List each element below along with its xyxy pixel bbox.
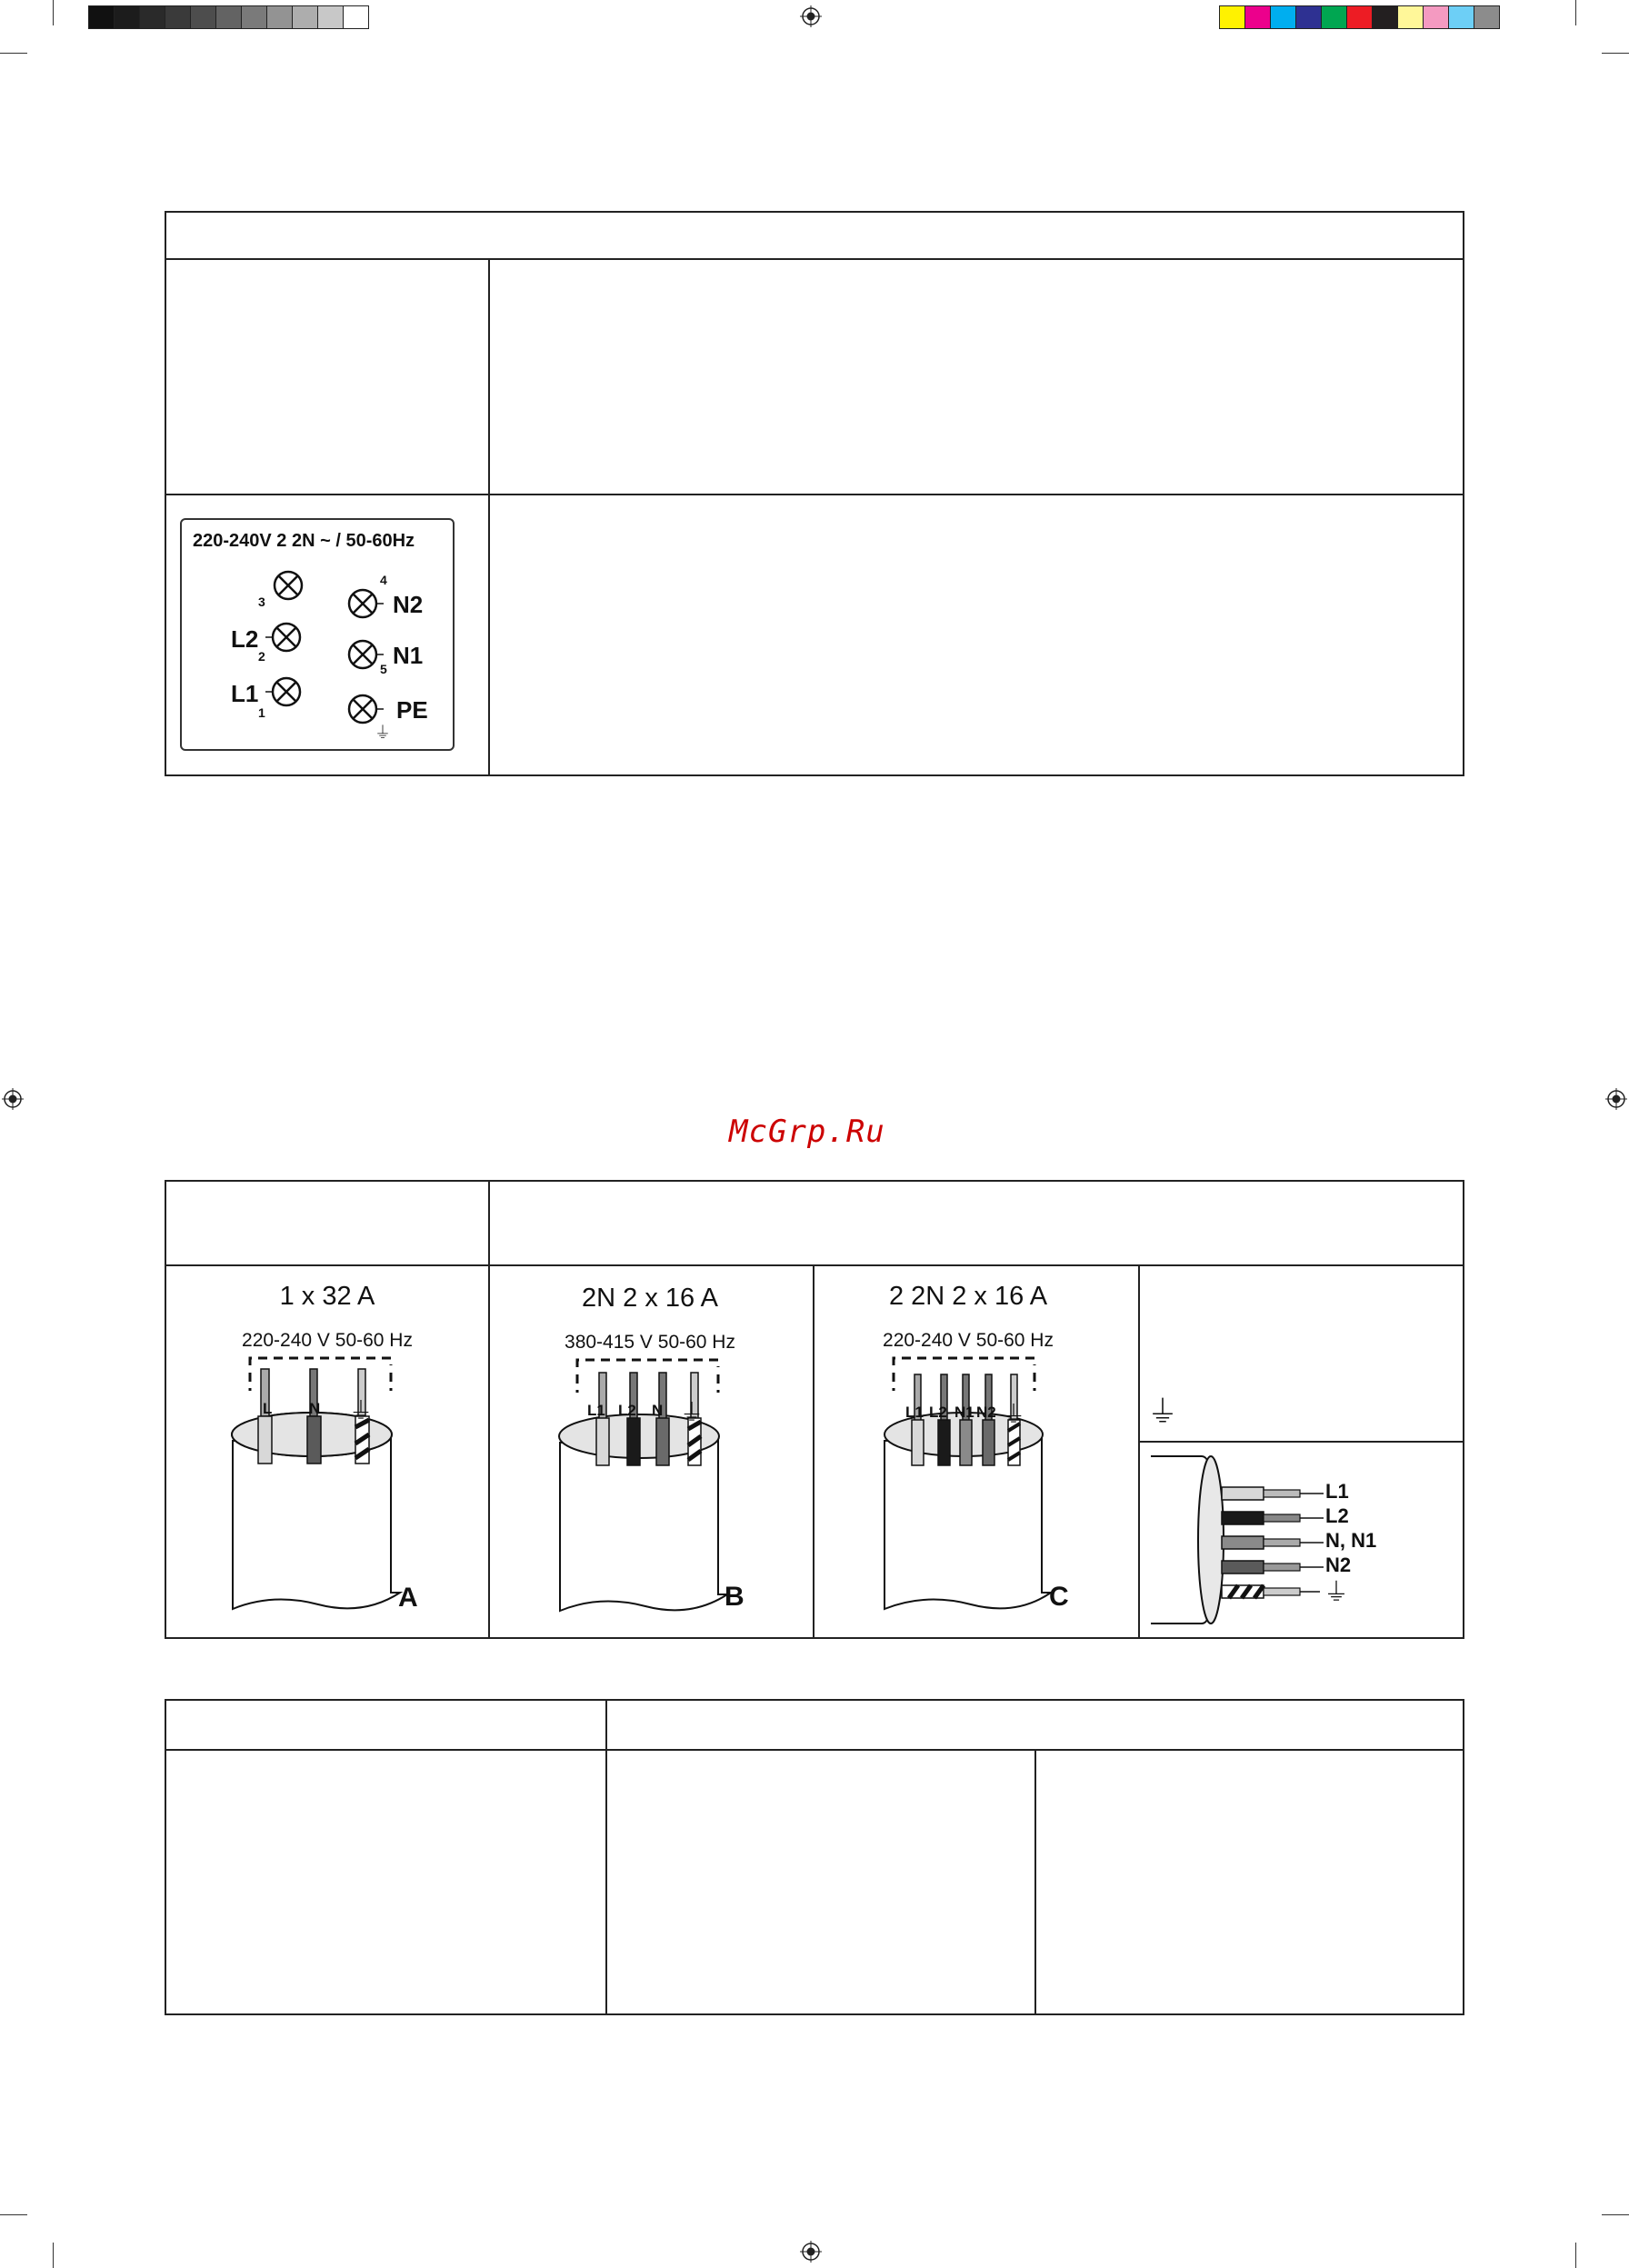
crop-mark [1602, 53, 1629, 54]
wire-label: N2 [976, 1404, 996, 1421]
variant-letter: A [398, 1583, 418, 1613]
crop-mark [1575, 2243, 1576, 2268]
earth-icon: ⏚ [1002, 1401, 1026, 1428]
variant-letter: B [725, 1582, 745, 1612]
watermark: McGrp.Ru [729, 1114, 885, 1150]
table-divider [605, 1699, 607, 2015]
legend-wire-label: N, N1 [1325, 1529, 1377, 1552]
earth-icon: ⏚ [1147, 1395, 1178, 1430]
color-swatch [1321, 5, 1347, 29]
voltage-a: 220-240 V 50-60 Hz [242, 1330, 413, 1351]
terminal-num: 3 [258, 594, 265, 609]
terminal-label: L2 [231, 625, 259, 653]
table-divider [1034, 1749, 1036, 2015]
rating-c: 2 2N 2 x 16 A [888, 1282, 1048, 1311]
table-divider [1138, 1264, 1140, 1639]
terminal-num: 5 [380, 662, 387, 676]
color-swatch [241, 5, 267, 29]
registration-mark-icon [2, 1088, 24, 1110]
table-divider [813, 1264, 814, 1639]
cable-legend-diagram [1147, 1451, 1329, 1633]
crop-mark [1602, 2214, 1629, 2215]
terminal-plate [180, 518, 455, 751]
variant-letter: C [1049, 1582, 1069, 1612]
color-swatch [165, 5, 191, 29]
voltage-c: 220-240 V 50-60 Hz [883, 1330, 1054, 1351]
color-swatch [317, 5, 344, 29]
registration-mark-icon [800, 2241, 822, 2263]
color-swatch [1244, 5, 1271, 29]
earth-icon: ⏚ [680, 1399, 705, 1426]
table-divider [488, 258, 490, 776]
earth-icon: ⏚ [1324, 1578, 1350, 1606]
table-divider [165, 1749, 1464, 1751]
crop-mark [1575, 0, 1576, 25]
table-divider [165, 494, 1464, 495]
rating-b: 2N 2 x 16 A [582, 1284, 718, 1313]
wire-label: N [309, 1400, 321, 1417]
wire-label: N [652, 1402, 664, 1419]
color-swatch [1372, 5, 1398, 29]
terminal-label: L1 [231, 680, 259, 707]
legend-wire-label: N2 [1325, 1554, 1352, 1576]
table-divider [165, 258, 1464, 260]
color-swatch [1474, 5, 1500, 29]
crop-mark [0, 53, 27, 54]
terminal-label: PE [396, 696, 428, 724]
color-swatch [139, 5, 165, 29]
table-cable [165, 1699, 1464, 2015]
color-swatch [88, 5, 115, 29]
terminal-num: 2 [258, 649, 265, 664]
terminal-plate-title: 220-240V 2 2N ~ / 50-60Hz [193, 531, 415, 551]
color-swatch [292, 5, 318, 29]
color-swatch [1448, 5, 1474, 29]
table-divider [488, 1180, 490, 1639]
table-divider [1138, 1441, 1464, 1443]
wire-label: L2 [929, 1404, 947, 1421]
color-swatch [1295, 5, 1322, 29]
color-swatch [1270, 5, 1296, 29]
color-swatch [215, 5, 242, 29]
registration-mark-icon [800, 5, 822, 27]
wire-label: N1 [954, 1404, 974, 1421]
legend-wire-label: L1 [1325, 1480, 1349, 1503]
wire-label: L1 [587, 1402, 605, 1419]
wire-label: L1 [905, 1404, 924, 1421]
earth-icon: ⏚ [375, 724, 391, 742]
cable-diagram-c [871, 1354, 1071, 1618]
terminal-num: 1 [258, 705, 265, 720]
voltage-b: 380-415 V 50-60 Hz [565, 1332, 735, 1353]
table-divider [165, 1264, 1464, 1266]
rating-a: 1 x 32 A [279, 1282, 375, 1311]
color-swatch [114, 5, 140, 29]
cable-diagram-a [218, 1354, 418, 1618]
crop-mark [53, 0, 54, 25]
earth-icon: ⏚ [349, 1397, 374, 1424]
wire-label: L [263, 1400, 273, 1417]
color-swatch [1219, 5, 1245, 29]
crop-mark [53, 2243, 54, 2268]
terminal-label: N1 [393, 642, 424, 669]
color-swatch [190, 5, 216, 29]
color-swatch [266, 5, 293, 29]
terminal-num: 4 [380, 573, 387, 587]
legend-wire-label: L2 [1325, 1504, 1349, 1527]
color-swatch [1397, 5, 1424, 29]
terminal-label: N2 [393, 591, 424, 618]
color-swatch [1346, 5, 1373, 29]
color-swatch [343, 5, 369, 29]
registration-mark-icon [1605, 1088, 1627, 1110]
wire-label: L2 [618, 1402, 636, 1419]
crop-mark [0, 2214, 27, 2215]
cable-diagram-b [545, 1356, 745, 1620]
color-swatch [1423, 5, 1449, 29]
